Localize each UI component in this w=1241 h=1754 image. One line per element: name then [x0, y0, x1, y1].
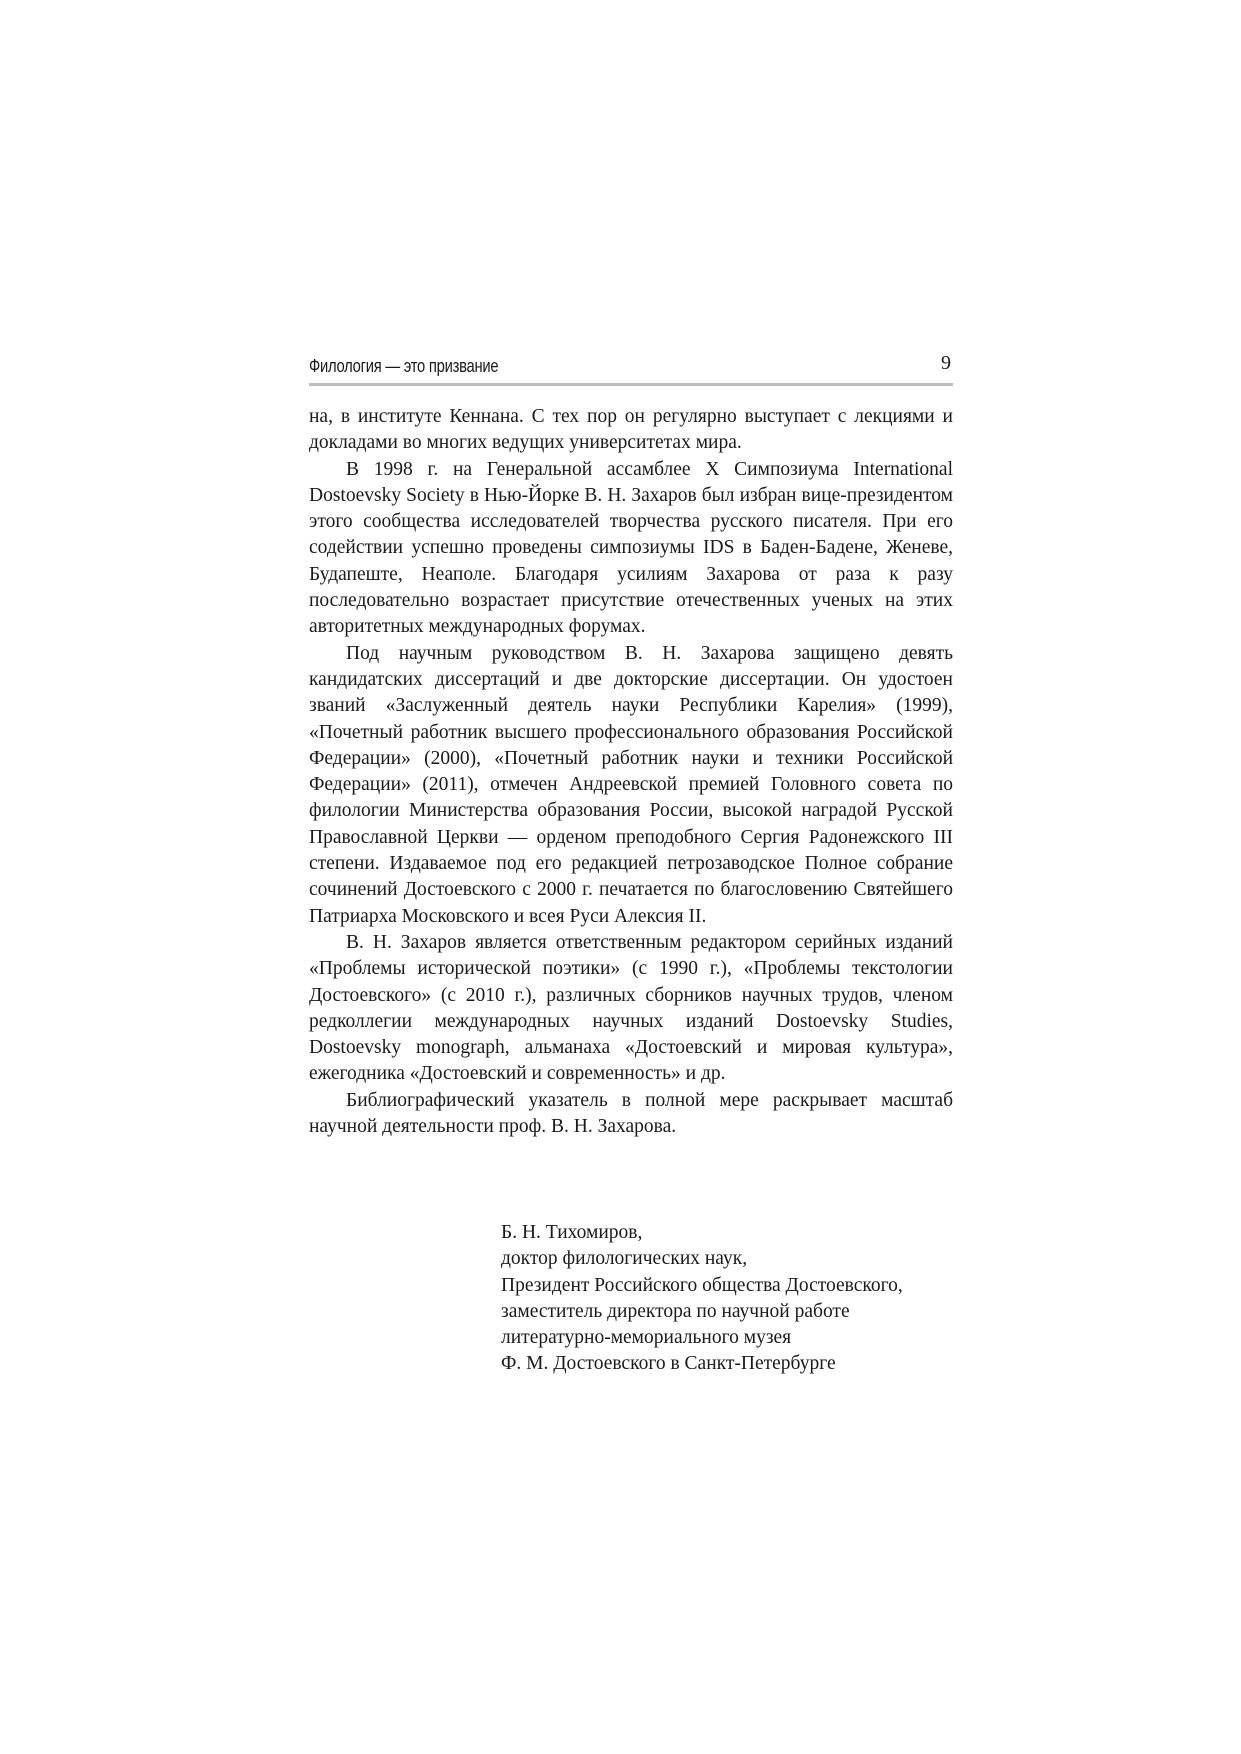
- header-rule: [309, 383, 953, 386]
- signature-block: [501, 1220, 961, 1378]
- body-text: [309, 404, 953, 1140]
- running-title: Филология — это призвание: [309, 356, 499, 376]
- paragraph: Библиографический указатель в полной мере раскрывает масштаб научной деятельности проф. В. Н. Захарова.: [309, 1089, 953, 1138]
- signature-author: Б. Н. Тихомиров,: [501, 1222, 643, 1243]
- signature-position: Президент Российского общества Достоевского,: [501, 1274, 903, 1296]
- signature-degree: доктор филологических наук,: [501, 1248, 748, 1270]
- paragraph: В. Н. Захаров является ответственным редактором серийных изданий «Проблемы исторической поэтики» (с 1990 г.), «Проблемы текстологии Достоевского» (с 2010 г.), различных сборников научных трудов, членом редколлегии международных научных изданий Dostoevsky Studies, Dostoevsky monograph, альманаха «Достоевский и мировая культура», ежегодника «Достоевский и современность» и др.: [309, 931, 953, 1085]
- paragraph: Под научным руководством В. Н. Захарова защищено девять кандидатских диссертаций и две докторские диссертации. Он удостоен званий «Заслуженный деятель науки Республики Карелия» (1999), «Почетный работник высшего профессионального образования Российской Федерации» (2000), «Почетный работник науки и техники Российской Федерации» (2011), отмечен Андреевской премией Головного совета по филологии Министерства образования России, высокой наградой Русской Православной Церкви — орденом преподобного Сергия Радонежского III степени. Издаваемое под его редакцией петрозаводское Полное собрание сочинений Достоевского с 2000 г. печатается по благословению Святейшего Патриарха Московского и всея Руси Алексия II.: [309, 642, 953, 927]
- signature-position: заместитель директора по научной работе: [501, 1300, 850, 1322]
- signature-position: Ф. М. Достоевского в Санкт-Петербурге: [501, 1353, 836, 1375]
- paragraph: на, в институте Кеннана. С тех пор он регулярно выступает с лекциями и докладами во многих ведущих университетах мира.: [309, 406, 953, 454]
- signature-position: литературно-мемориального музея: [501, 1327, 792, 1349]
- page-number: 9: [941, 352, 951, 374]
- running-head: [309, 352, 837, 382]
- paragraph: В 1998 г. на Генеральной ассамблее X Симпозиума International Dostoevsky Society в Нью-Йорке В. Н. Захаров был избран вице-президентом этого сообщества исследователей творчества русского писателя. При его содействии успешно проведены симпозиумы IDS в Баден-Бадене, Женеве, Будапеште, Неаполе. Благодаря усилиям Захарова от раза к разу последовательно возрастает присутствие отечественных ученых на этих авторитетных международных форумах.: [309, 458, 953, 638]
